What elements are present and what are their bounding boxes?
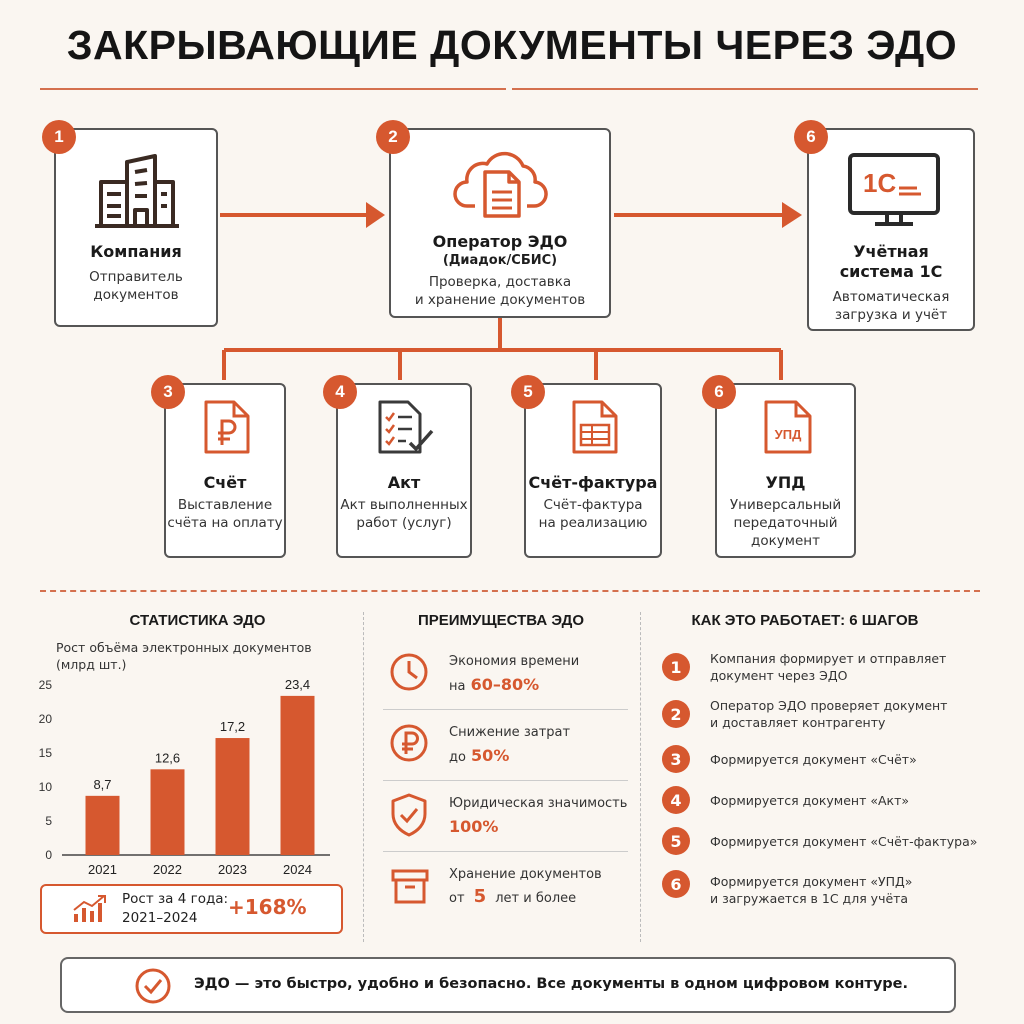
y-tick-label: 15 [38, 746, 52, 760]
ruble-document-icon [202, 399, 252, 455]
advantage-text: Снижение затрат [449, 725, 571, 740]
advantage-prefix: от [449, 891, 465, 906]
y-tick-label: 10 [38, 780, 52, 794]
doc-badge-schet: 3 [151, 375, 185, 409]
footer-banner [60, 957, 956, 1013]
company-badge: 1 [42, 120, 76, 154]
operator-sub2: и хранение документов [414, 292, 586, 308]
growth-value: +168% [228, 895, 307, 919]
advantage-item [383, 645, 628, 709]
doc-badge-schet-faktura: 5 [511, 375, 545, 409]
step-line1: Формируется документ «УПД» [710, 874, 913, 889]
doc-sub1: Счёт-фактура [543, 497, 643, 513]
step-line1: Формируется документ «Счёт-фактура» [710, 834, 978, 849]
checklist-document-icon [376, 399, 436, 455]
y-tick-label: 0 [45, 848, 52, 862]
bar-2021 [86, 796, 120, 855]
doc-sub2: счёта на оплату [167, 515, 283, 531]
doc-sub1: Универсальный [729, 497, 842, 513]
operator-sub1: Проверка, доставка [428, 274, 572, 290]
upd-document-icon [762, 399, 814, 455]
doc-card-akt [336, 383, 472, 558]
steps-heading: КАК ЭТО РАБОТАЕТ: 6 ШАГОВ [691, 612, 919, 629]
advantage-separator [383, 709, 628, 710]
bar-value-label: 17,2 [219, 719, 246, 735]
operator-badge: 2 [376, 120, 410, 154]
company-sub2: документов [93, 287, 179, 303]
doc-sub3: документ [751, 533, 820, 549]
archive-box-icon [390, 866, 430, 906]
section-divider [40, 590, 980, 592]
bar-value-label: 8,7 [93, 776, 112, 792]
operator-card [389, 128, 611, 318]
advantage-value: 50% [471, 746, 510, 765]
doc-badge-akt: 4 [323, 375, 357, 409]
ruble-icon [388, 722, 430, 764]
advantage-prefix: на [449, 679, 466, 694]
doc-sub2: на реализацию [538, 515, 648, 531]
bar-value-label: 23,4 [284, 676, 311, 692]
y-tick-label: 20 [38, 712, 52, 726]
advantage-separator [383, 780, 628, 781]
column-divider-2 [640, 612, 641, 942]
step-line1: Формируется документ «Акт» [710, 793, 910, 808]
step-line1: Оператор ЭДО проверяет документ [710, 698, 948, 713]
growth-label2: 2021–2024 [122, 910, 198, 926]
bar-value-label: 12,6 [154, 750, 181, 766]
bar-2023 [216, 738, 250, 855]
y-tick-label: 25 [38, 678, 52, 692]
step-number: 5 [662, 827, 690, 855]
cloud-document-icon [453, 144, 549, 218]
advantage-item [383, 716, 628, 780]
doc-title: Счёт-фактура [528, 473, 658, 492]
stats-heading: СТАТИСТИКА ЭДО [129, 612, 266, 629]
step-line2: и доставляет контрагенту [710, 715, 886, 730]
advantage-text: Юридическая значимость [449, 796, 628, 811]
step-number: 4 [662, 786, 690, 814]
doc-badge-upd: 6 [702, 375, 736, 409]
page-title: ЗАКРЫВАЮЩИЕ ДОКУМЕНТЫ ЧЕРЕЗ ЭДО [66, 22, 958, 68]
shield-check-icon [388, 792, 430, 838]
stats-sub1: Рост объёма электронных документов [56, 640, 312, 655]
accounting-badge: 6 [794, 120, 828, 154]
step-number: 2 [662, 700, 690, 728]
advantage-text: Хранение документов [449, 867, 602, 882]
stats-sub2: (млрд шт.) [56, 657, 127, 672]
x-tick-label: 2024 [283, 862, 312, 877]
building-icon [91, 152, 183, 230]
advantage-separator [383, 851, 628, 852]
advantage-item [383, 858, 628, 922]
advantage-item [383, 787, 628, 851]
advantage-value: 60–80% [470, 675, 540, 694]
growth-box [40, 884, 343, 934]
operator-title2: (Диадок/СБИС) [442, 253, 558, 268]
step-line2: документ через ЭДО [710, 668, 848, 683]
step-number: 1 [662, 653, 690, 681]
doc-title: Счёт [203, 473, 247, 492]
stats-bar-chart [30, 675, 350, 880]
company-title: Компания [90, 242, 182, 261]
accounting-title2: система 1С [839, 262, 943, 281]
doc-sub2: передаточный [733, 515, 838, 531]
operator-title: Оператор ЭДО [432, 232, 568, 251]
step-line1: Формируется документ «Счёт» [710, 752, 917, 767]
x-tick-label: 2021 [88, 862, 117, 877]
step-line1: Компания формирует и отправляет [710, 651, 947, 666]
advantages-heading: ПРЕИМУЩЕСТВА ЭДО [417, 612, 585, 629]
advantage-value: 5 [473, 886, 487, 907]
growth-chart-icon [72, 894, 108, 924]
accounting-sub1: Автоматическая [832, 289, 950, 305]
doc-title: Акт [387, 473, 421, 492]
accounting-card [807, 128, 975, 331]
advantage-suffix: лет и более [495, 891, 577, 906]
advantage-prefix: до [449, 750, 466, 765]
doc-card-schet-faktura [524, 383, 662, 558]
column-divider-1 [363, 612, 364, 942]
1c-logo-text: 1С [863, 168, 897, 198]
doc-title: УПД [765, 473, 806, 492]
step-line2: и загружается в 1С для учёта [710, 891, 909, 906]
check-circle-icon [134, 967, 172, 1005]
advantage-text: Экономия времени [449, 654, 580, 669]
growth-label1: Рост за 4 года: [122, 891, 229, 907]
step-number: 3 [662, 745, 690, 773]
table-document-icon [570, 399, 620, 455]
bar-2022 [151, 769, 185, 855]
advantage-value: 100% [449, 817, 499, 836]
doc-sub1: Выставление [177, 497, 273, 513]
accounting-title1: Учётная [853, 242, 929, 261]
doc-card-schet [164, 383, 286, 558]
monitor-1c-icon [847, 152, 941, 230]
y-tick-label: 5 [45, 814, 52, 828]
doc-sub1: Акт выполненных [340, 497, 468, 513]
accounting-sub2: загрузка и учёт [834, 307, 948, 323]
footer-text: ЭДО — это быстро, удобно и безопасно. Все документы в одном цифровом контуре. [194, 976, 908, 992]
doc-card-upd [715, 383, 856, 558]
company-card [54, 128, 218, 327]
clock-icon [388, 651, 430, 693]
upd-icon-text: УПД [774, 427, 802, 442]
x-tick-label: 2023 [218, 862, 247, 877]
x-tick-label: 2022 [153, 862, 182, 877]
bar-2024 [281, 696, 315, 855]
step-number: 6 [662, 870, 690, 898]
doc-sub2: работ (услуг) [356, 515, 452, 531]
company-sub1: Отправитель [89, 269, 183, 285]
